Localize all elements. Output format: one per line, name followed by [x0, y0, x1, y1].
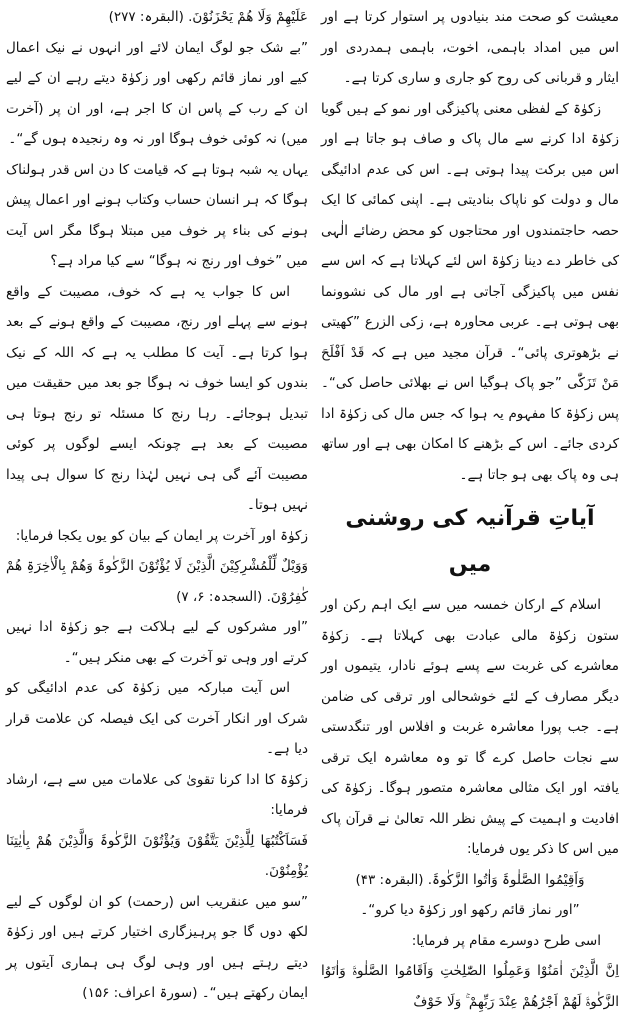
quran-verse: فَسَاَکْتُبُھَا لِلَّذِیْنَ یَتَّقُوْنَ وَیُؤْتُوْنَ الزَّکٰوۃَ وَالَّذِیْنَ ھُمْ بِاٰیٰتِنَا یُؤْمِنُوْنَ. — [6, 832, 308, 879]
paragraph: اسی طرح دوسرے مقام پر فرمایا: — [411, 932, 601, 949]
verse-translation: ”بے شک جو لوگ ایمان لائے اور انہوں نے نیک اعمال کیے اور نماز قائم رکھی اور زکوٰۃ دیتے رہے ان کے لیے ان کے رب کے پاس ان کا اجر ہے، اور ان پر (آخرت میں) نہ کوئی خوف ہوگا اور نہ وہ رنجیدہ ہوں گے“۔ — [6, 39, 308, 147]
paragraph: اس آیت مبارکہ میں زکوٰۃ کی عدم ادائیگی کو شرک اور انکار آخرت کی ایک فیصلہ کن علامت قرار دیا ہے۔ — [6, 680, 308, 757]
quran-verse: وَاَقِیْمُوا الصَّلٰوۃَ وَاٰتُوا الزَّکٰوۃَ. (البقرہ: ۴۳) — [355, 871, 585, 888]
paragraph: اس کا جواب یہ ہے کہ خوف، مصیبت کے واقع ہونے سے پہلے اور رنج، مصیبت کے واقع ہونے کے بعد ہوا کرتا ہے۔ آیت کا مطلب یہ ہے کہ اللہ کے نیک بندوں کو ایسا خوف نہ ہوگا جو بعد میں حقیقت میں تبدیل ہوجائے۔ رہا رنج کا مسئلہ تو رنج ہوتا ہی مصیبت کے بعد ہے چونکہ ایسے لوگوں پر کوئی مصیبت آئے گی ہی نہیں لہٰذا رنج کا سوال ہی پیدا نہیں ہوتا۔ — [6, 283, 308, 513]
paragraph: زکوٰۃ کے لفظی معنی پاکیزگی اور نمو کے ہیں گویا زکوٰۃ ادا کرنے سے مال پاک و صاف ہو جاتا ہے اور اس میں برکت پیدا ہوتی ہے۔ اس کی عدم ادائیگی مال و دولت کو ناپاک بنادیتی ہے۔ اپنی کمائی کا ایک حصہ حاجتمندوں اور محتاجوں کو محض رضائے الٰہی کی خاطر دے دینا زکوٰۃ اس لئے کہلاتا ہے کہ اس سے نفس میں پاکیزگی آجاتی ہے اور مال کی نشوونما بھی ہوتی ہے۔ عربی محاورہ ہے، زکی الزرع ”کھیتی نے بڑھوتری پائی“۔ قرآن مجید میں ہے کہ قَدْ اَفْلَحَ مَنْ تَزَکّٰی ”جو پاک ہوگیا اس نے بھلائی حاصل کی“۔ پس زکوٰۃ کا مفہوم یہ ہوا کہ جس مال کی زکوٰۃ ادا کردی جائے۔ اس کے بڑھنے کا امکان بھی ہے اور ساتھ ہی وہ پاک بھی ہو جاتا ہے۔ — [321, 100, 619, 483]
paragraph: زکوٰۃ اور آخرت پر ایمان کے بیان کو یوں یکجا فرمایا: — [15, 527, 308, 544]
verse-translation: ”اور مشرکوں کے لیے ہلاکت ہے جو زکوٰۃ ادا نہیں کرتے اور وہی تو آخرت کے بھی منکر ہیں“۔ — [6, 619, 308, 666]
paragraph: معیشت کو صحت مند بنیادوں پر استوار کرتا ہے اور اس میں امداد باہمی، اخوت، باہمی ہمدردی اور ایثار و قربانی کی روح کو جاری و ساری کرتا ہے۔ — [321, 9, 619, 86]
verse-translation: ”اور نماز قائم رکھو اور زکوٰۃ دیا کرو“۔ — [360, 902, 580, 918]
left-column — [6, 2, 308, 1001]
verse-translation: ”سو میں عنقریب اس (رحمت) کو ان لوگوں کے لیے لکھ دوں گا جو پرہیزگاری اختیار کرتے ہیں اور زکوٰۃ دیتے رہتے ہیں اور وہی لوگ ہی ہماری آیتوں پر ایمان رکھتے ہیں“۔ (سورۃ اعراف: ۱۵۶) — [6, 893, 308, 1001]
quran-verse: اِنَّ الَّذِیْنَ اٰمَنُوْا وَعَمِلُوا الصّٰلِحٰتِ وَاَقَامُوا الصَّلٰوۃَ وَاٰتَوُا الزَّکٰوۃَ لَھُمْ اَجْرُھُمْ عِنْدَ رَبِّھِمْ ۚ وَلَا خَوْفٌ — [321, 963, 619, 1010]
paragraph: اسلام کے ارکان خمسہ میں سے ایک اہم رکن اور ستون زکوٰۃ مالی عبادت بھی کہلاتا ہے۔ زکوٰۃ معاشرے کی غربت سے پسے ہوئے نادار، یتیموں اور دیگر مصارف کے لئے خوشحالی اور ترقی کی ضامن ہے۔ جب پورا معاشرہ غربت و افلاس اور تنگدستی سے نجات حاصل کرے گا تو وہ معاشرہ ایک ترقی یافتہ اور ایک مثالی معاشرہ متصور ہوگا۔ زکوٰۃ کی افادیت و اہمیت کے پیش نظر اللہ تعالیٰ نے قرآن پاک میں اس کا ذکر یوں فرمایا: — [321, 597, 619, 857]
right-column — [321, 2, 619, 1010]
paragraph: یہاں یہ شبہ ہوتا ہے کہ قیامت کا دن اس قدر ہولناک ہوگا کہ ہر انسان حساب وکتاب ہونے اور اعمال پیش ہونے کی بناء پر خوف میں مبتلا ہوگا مگر اس آیت میں ”خوف اور رنج نہ ہوگا“ سے کیا مراد ہے؟ — [6, 161, 308, 269]
quran-verse: عَلَیْھِمْ وَلَا ھُمْ یَحْزَنُوْنَ. (البقرہ: ۲۷۷) — [108, 9, 308, 25]
section-heading: آیاتِ قرآنیہ کی روشنی میں — [345, 506, 595, 577]
quran-verse: وَوَیْلٌ لِّلْمُشْرِکِیْنَ الَّذِیْنَ لَا یُؤْتُوْنَ الزَّکٰوۃَ وَھُمْ بِالْاٰخِرَۃِ ھُمْ کٰفِرُوْنَ. (السجدہ: ۶، ۷) — [6, 558, 308, 605]
paragraph: زکوٰۃ کا ادا کرنا تقویٰ کی علامات میں سے ہے، ارشاد فرمایا: — [6, 771, 308, 818]
